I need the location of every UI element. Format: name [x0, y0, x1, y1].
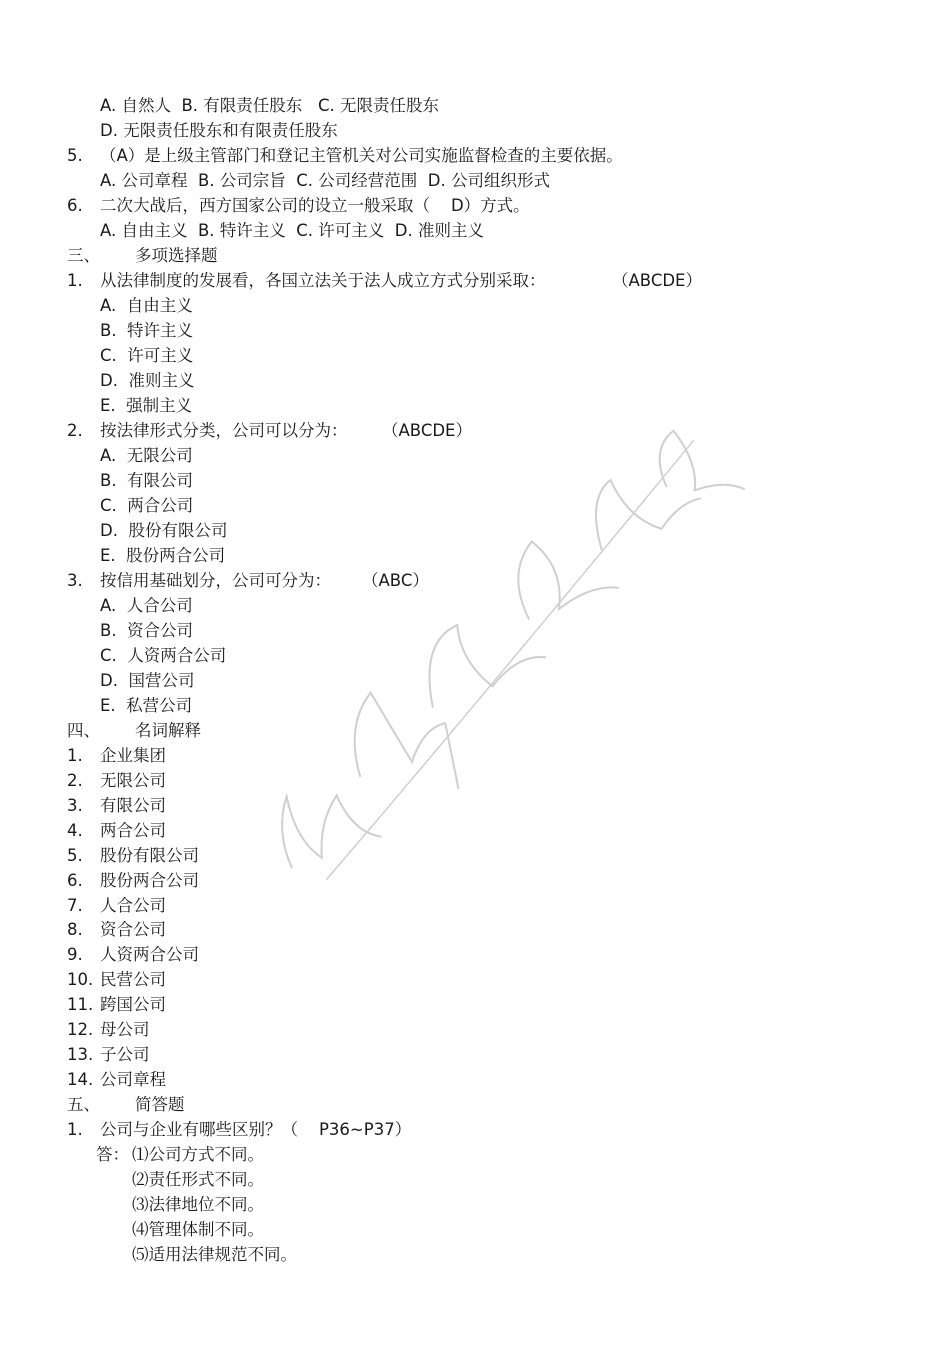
term-number: 10.	[67, 970, 94, 989]
mq3-option: B. 资合公司	[100, 621, 194, 640]
mq2-answer: （ABCDE）	[382, 421, 472, 440]
sq1-answer-label: 答：	[96, 1145, 129, 1164]
term-number: 12.	[67, 1020, 94, 1039]
term-number: 9.	[67, 945, 83, 964]
term-text: 跨国公司	[100, 995, 166, 1014]
sq1-answer-item: ⑶法律地位不同。	[132, 1195, 264, 1214]
q5-number: 5.	[67, 146, 83, 165]
mq2-number: 2.	[67, 421, 83, 440]
mq1-text: 从法律制度的发展看，各国立法关于法人成立方式分别采取：	[100, 271, 546, 290]
mq1-option: B. 特许主义	[100, 321, 194, 340]
mq3-option: E. 私营公司	[100, 696, 193, 715]
mq2-text: 按法律形式分类，公司可以分为：	[100, 421, 348, 440]
section-3-title: 多项选择题	[135, 246, 218, 265]
q6-options: A. 自由主义 B. 特许主义 C. 许可主义 D. 准则主义	[100, 221, 484, 240]
term-number: 13.	[67, 1045, 94, 1064]
term-text: 民营公司	[100, 970, 166, 989]
sq1-number: 1.	[67, 1120, 83, 1139]
mq2-option: E. 股份两合公司	[100, 546, 226, 565]
mq3-answer: （ABC）	[362, 571, 429, 590]
term-number: 11.	[67, 995, 94, 1014]
term-number: 3.	[67, 796, 83, 815]
q5-text: （A）是上级主管部门和登记主管机关对公司实施监督检查的主要依据。	[100, 146, 623, 165]
mq3-text: 按信用基础划分，公司可分为：	[100, 571, 331, 590]
mq2-option: C. 两合公司	[100, 496, 194, 515]
sq1-answer-item: ⑵责任形式不同。	[132, 1170, 264, 1189]
term-text: 人资两合公司	[100, 945, 199, 964]
watermark-image	[170, 360, 850, 960]
term-text: 两合公司	[100, 821, 166, 840]
mq1-answer: （ABCDE）	[612, 271, 702, 290]
mq2-option: B. 有限公司	[100, 471, 194, 490]
term-text: 子公司	[100, 1045, 150, 1064]
term-text: 无限公司	[100, 771, 166, 790]
term-number: 6.	[67, 871, 83, 890]
mq3-option: A. 人合公司	[100, 596, 193, 615]
term-text: 资合公司	[100, 920, 166, 939]
term-number: 14.	[67, 1070, 94, 1089]
mq3-option: D. 国营公司	[100, 671, 195, 690]
mq1-number: 1.	[67, 271, 83, 290]
mq1-option: D. 准则主义	[100, 371, 195, 390]
term-text: 公司章程	[100, 1070, 166, 1089]
section-5-number: 五、	[67, 1095, 100, 1114]
term-text: 人合公司	[100, 896, 166, 915]
section-4-number: 四、	[67, 721, 100, 740]
sq1-answer-item: ⑸适用法律规范不同。	[132, 1245, 297, 1264]
sq1-answer-item: ⑷管理体制不同。	[132, 1220, 264, 1239]
term-number: 2.	[67, 771, 83, 790]
q4-options: A. 自然人 B. 有限责任股东 C. 无限责任股东	[100, 96, 440, 115]
section-5-title: 简答题	[135, 1095, 185, 1114]
term-number: 7.	[67, 896, 83, 915]
q5-options: A. 公司章程 B. 公司宗旨 C. 公司经营范围 D. 公司组织形式	[100, 171, 550, 190]
sq1-text: 公司与企业有哪些区别？（ P36~P37）	[100, 1120, 412, 1139]
mq1-option: C. 许可主义	[100, 346, 194, 365]
term-number: 1.	[67, 746, 83, 765]
term-text: 企业集团	[100, 746, 166, 765]
mq1-option: E. 强制主义	[100, 396, 193, 415]
term-text: 母公司	[100, 1020, 150, 1039]
term-text: 股份有限公司	[100, 846, 199, 865]
term-number: 4.	[67, 821, 83, 840]
sq1-answer-item: ⑴公司方式不同。	[132, 1145, 264, 1164]
q4-option-d: D. 无限责任股东和有限责任股东	[100, 121, 338, 140]
mq3-option: C. 人资两合公司	[100, 646, 227, 665]
mq2-option: D. 股份有限公司	[100, 521, 228, 540]
mq2-option: A. 无限公司	[100, 446, 193, 465]
q6-text: 二次大战后，西方国家公司的设立一般采取（ D）方式。	[100, 196, 530, 215]
term-number: 5.	[67, 846, 83, 865]
term-text: 有限公司	[100, 796, 166, 815]
section-3-number: 三、	[67, 246, 100, 265]
term-text: 股份两合公司	[100, 871, 199, 890]
term-number: 8.	[67, 920, 83, 939]
mq1-option: A. 自由主义	[100, 296, 193, 315]
section-4-title: 名词解释	[135, 721, 201, 740]
mq3-number: 3.	[67, 571, 83, 590]
q6-number: 6.	[67, 196, 83, 215]
